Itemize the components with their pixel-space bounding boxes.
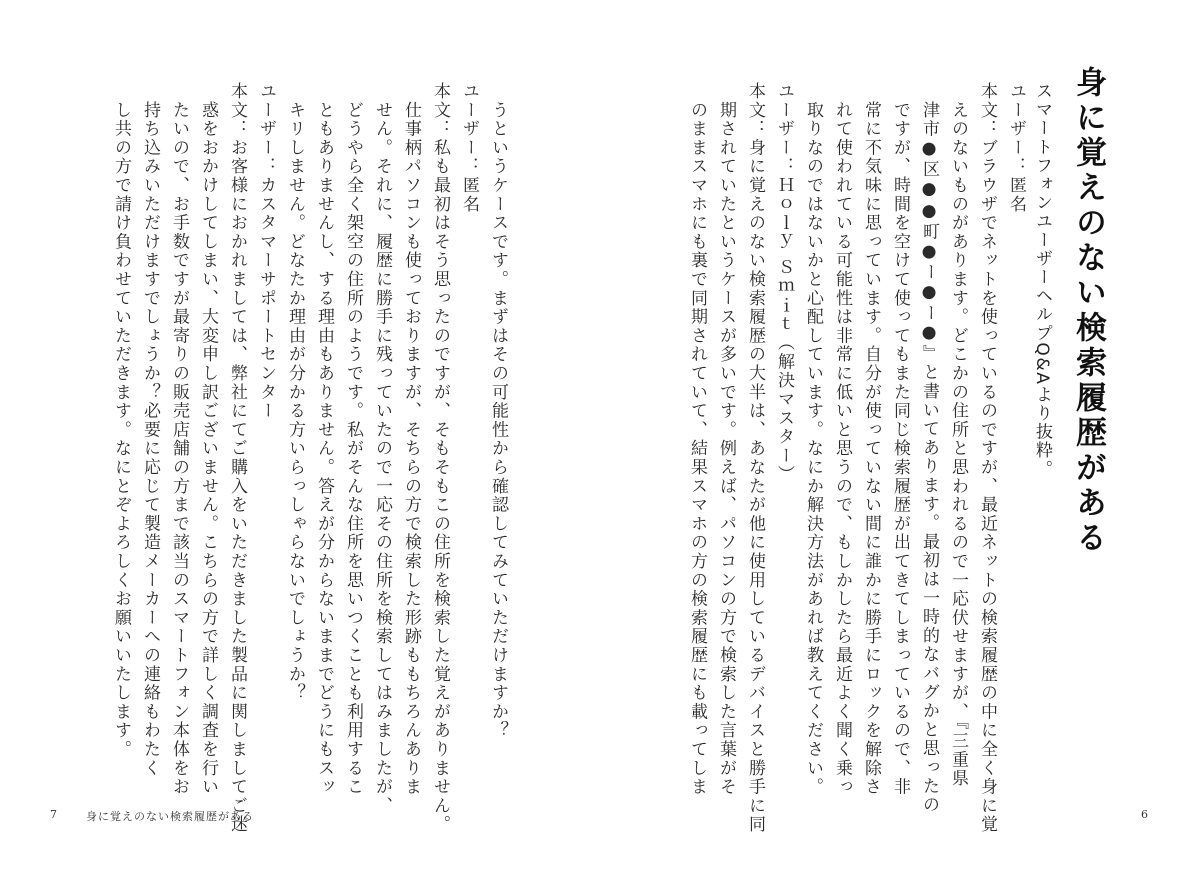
chapter-title: 身に覚えのない検索履歴がある [1070,66,1106,556]
right-page-number: 6 [1141,808,1148,821]
left-running-title: 身に覚えのない検索履歴がある [86,810,254,823]
right-page-body: ユーザー：匿名 本文：ブラウザでネットを使っているのですが、最近ネットの検索履歴の中に全く身に覚 えのないものがあります。どこかの住所と思われるので一応伏せますが、『三重県 津市●区●●町●ー●ー●』と書いてあります。最初は一時的なバグかと思ったの ですが、時間を空けて使ってもまた同じ検索履歴が出てきてしまっているので、非 常に不気味に思っています。自分が使っていない間に誰かに勝手にロックを解除さ れて使われている可能性は非常に低いと思うので、もしかしたら最近よく聞く乗っ 取りなのではないかと心配しています。なにか解決方法があれば教えてください。 ユーザー：Ｈｏｌｙ Ｓｍｉｔ（解決マスター） 本文：身に覚えのない検索履歴の大半は、あなたが他に使用しているデバイスと勝手に同 期されていたというケースが多いです。例えば、パソコンの方で検索した言葉がそ のままスマホにも裏で同期されていて、結果スマホの方の検索履歴にも載ってしま [687,82,1026,834]
chapter-subtitle: スマートフォンユーザーヘルプQ&Aより抜粋。 [1032,82,1052,479]
left-page-body: うというケースです。まずはその可能性から確認してみていただけますか？ ユーザー：匿名 本文：私も最初はそう思ったのですが、そもそもこの住所を検索した覚えがありません。 仕事柄パソコンも使っておりますが、そちらの方で検索した形跡ももちろんありま せん。それに、履歴に勝手に残っていたので一応その住所を検索してはみましたが、 どうやら全く架空の住所のようです。私がそんな住所を思いつくことも利用するこ ともありませんし、する理由もありません。答えが分からないままでどうにもスッ キリしません。どなたか理由が分かる方いらっしゃらないでしょうか？ ユーザー：カスタマーサポートセンター 本文：お客様におかれましては、弊社にてご購入をいただきました製品に関しましてご迷 惑をおかけしてしまい、大変申し訳ございません。こちらの方で詳しく調査を行い たいので、お手数ですが最寄りの販売店舗の方まで該当のスマートフォン本体をお 持ち込みいただけますでしょうか？必要に応じて製造メーカーへの連絡もわたく し共の方で請け負わせていただきます。なにとぞよろしくお願いいたします。 [111,82,508,834]
left-page-number: 7 [50,808,57,821]
